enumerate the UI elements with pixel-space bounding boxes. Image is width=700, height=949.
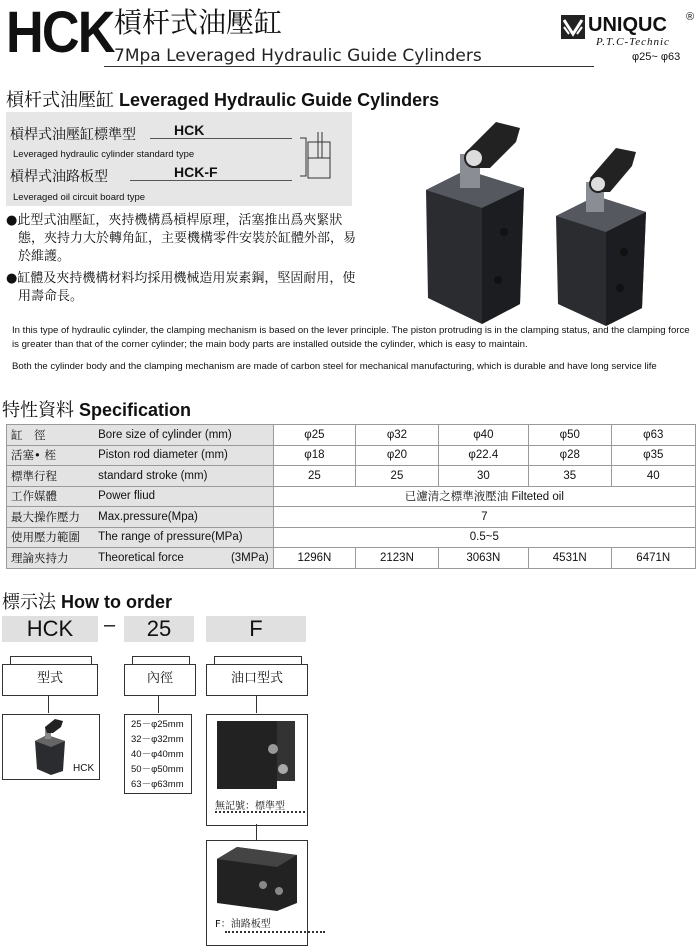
description-material: Both the cylinder body and the clamping mechanism are made of carbon steel for mechanical manufacturing, which is durable and have long service life bbox=[12, 361, 657, 372]
intro-heading-cn: 槓杆式油壓缸 bbox=[6, 90, 114, 111]
spec-cell: 3063N bbox=[438, 548, 528, 569]
standard-port-photo bbox=[213, 719, 301, 795]
connector-line bbox=[256, 824, 257, 840]
spec-cell: φ63 bbox=[611, 425, 696, 446]
spec-merged-cell: 已濾清之標準液壓油 Filteted oil bbox=[273, 486, 695, 507]
hck-product-icon bbox=[33, 719, 69, 775]
intro-heading-en: Leveraged Hydraulic Guide Cylinders bbox=[119, 90, 440, 110]
order-label-port: 油口型式 bbox=[206, 664, 308, 696]
spec-row-fluid bbox=[7, 486, 696, 507]
header-rule bbox=[104, 66, 594, 67]
order-code-model: HCK bbox=[2, 616, 98, 642]
type1-cn: 槓桿式油壓缸標準型 bbox=[10, 127, 136, 143]
order-code-port: F bbox=[206, 616, 306, 642]
spec-row-stroke bbox=[7, 466, 696, 487]
spec-label-en bbox=[94, 548, 273, 569]
brand-registered-mark: ® bbox=[686, 11, 695, 23]
type2-code: HCK-F bbox=[174, 164, 218, 180]
brand-subtitle: P.T.C-Technic bbox=[596, 36, 670, 48]
spec-label-cn: 缸 徑 bbox=[7, 425, 95, 446]
spec-cell: φ40 bbox=[438, 425, 528, 446]
spec-heading bbox=[2, 396, 191, 422]
hck-image-box bbox=[2, 714, 100, 780]
f-dotline bbox=[225, 931, 325, 933]
model-logo: HCK bbox=[6, 0, 114, 65]
spec-table bbox=[6, 424, 696, 569]
spec-label-cn: 理論夾持力 bbox=[7, 548, 95, 569]
spec-label-en: Piston rod diameter (mm) bbox=[94, 445, 273, 466]
bore-range: φ25~ φ63 bbox=[632, 51, 681, 63]
spec-row-force bbox=[7, 548, 696, 569]
spec-label-en-text: Theoretical force bbox=[98, 551, 184, 564]
spec-cell: 4531N bbox=[528, 548, 611, 569]
type2-underline bbox=[130, 180, 292, 181]
standard-dotline bbox=[215, 811, 305, 813]
intro-heading bbox=[6, 86, 439, 112]
connector-line bbox=[256, 695, 257, 713]
spec-cell: 1296N bbox=[273, 548, 356, 569]
hck-caption: HCK bbox=[73, 763, 95, 774]
connector-line bbox=[158, 695, 159, 713]
order-code-bore: 25 bbox=[124, 616, 194, 642]
order-label-bore: 內徑 bbox=[124, 664, 196, 696]
bore-option: 32－φ32mm bbox=[131, 734, 184, 745]
spec-label-en: Bore size of cylinder (mm) bbox=[94, 425, 273, 446]
type2-cn: 槓桿式油路板型 bbox=[10, 169, 108, 185]
spec-cell: φ28 bbox=[528, 445, 611, 466]
bullet-material: ●缸體及夾持機構材料均採用機械造用炭素鋼，堅固耐用，使用壽命長。 bbox=[6, 271, 356, 304]
spec-cell: 2123N bbox=[356, 548, 439, 569]
description-lever: In this type of hydraulic cylinder, the clamping mechanism is based on the lever principle. The piston protruding is in the clamping status, and the clamping force is greater than that of the corner cylinder; the main body parts are installed outside the cylinder, which is easy to maintain. bbox=[12, 325, 690, 350]
spec-heading-en: Specification bbox=[79, 400, 192, 420]
order-dash: – bbox=[104, 614, 116, 636]
spec-cell: φ22.4 bbox=[438, 445, 528, 466]
type1-code: HCK bbox=[174, 122, 205, 138]
spec-cell: 25 bbox=[356, 466, 439, 487]
type2-en: Leveraged oil circuit board type bbox=[13, 192, 146, 203]
order-label-model: 型式 bbox=[2, 664, 98, 696]
spec-label-cn: 使用壓力範圍 bbox=[7, 527, 95, 548]
spec-cell: 6471N bbox=[611, 548, 696, 569]
spec-row-bore bbox=[7, 425, 696, 446]
spec-merged-cell: 7 bbox=[273, 507, 695, 528]
bore-option: 25－φ25mm bbox=[131, 719, 184, 730]
spec-cell: 30 bbox=[438, 466, 528, 487]
spec-cell: 40 bbox=[611, 466, 696, 487]
page-title-cn: 槓杆式油壓缸 bbox=[114, 6, 283, 39]
spec-row-max-pressure bbox=[7, 507, 696, 528]
spec-cell: 35 bbox=[528, 466, 611, 487]
spec-cell: φ32 bbox=[356, 425, 439, 446]
hydraulic-symbol-icon bbox=[296, 128, 344, 186]
spec-cell: φ20 bbox=[356, 445, 439, 466]
spec-cell: φ25 bbox=[273, 425, 356, 446]
type1-underline bbox=[150, 138, 292, 139]
bore-option: 50－φ50mm bbox=[131, 764, 184, 775]
spec-label-cn: 最大操作壓力 bbox=[7, 507, 95, 528]
port-f-box bbox=[206, 840, 308, 946]
f-caption: F：油路板型 bbox=[215, 919, 271, 930]
spec-label-cn: 工作媒體 bbox=[7, 486, 95, 507]
brand-logo-icon bbox=[560, 14, 586, 40]
bullet-lever-principle: ●此型式油壓缸，夾持機構爲槓桿原理，活塞推出爲夾緊狀態，夾持力大於轉角缸，主要機構零件安裝於缸體外部，易於維護。 bbox=[6, 213, 357, 264]
spec-cell: φ50 bbox=[528, 425, 611, 446]
spec-row-rod bbox=[7, 445, 696, 466]
bore-list bbox=[124, 714, 192, 794]
bore-option: 63－φ63mm bbox=[131, 779, 184, 790]
spec-row-pressure-range bbox=[7, 527, 696, 548]
spec-label-en: standard stroke (mm) bbox=[94, 466, 273, 487]
f-port-photo bbox=[213, 845, 301, 911]
order-heading bbox=[2, 588, 172, 614]
spec-label-en: Power fliud bbox=[94, 486, 273, 507]
spec-label-cn: 標準行程 bbox=[7, 466, 95, 487]
order-heading-cn: 標示法 bbox=[2, 592, 56, 613]
spec-merged-cell: 0.5~5 bbox=[273, 527, 695, 548]
type1-en: Leveraged hydraulic cylinder standard type bbox=[13, 149, 195, 160]
feature-bullets bbox=[6, 212, 356, 310]
port-standard-box bbox=[206, 714, 308, 826]
spec-label-en: The range of pressure(MPa) bbox=[94, 527, 273, 548]
order-heading-en: How to order bbox=[61, 592, 173, 612]
spec-cell: φ18 bbox=[273, 445, 356, 466]
spec-label-en: Max.pressure(Mpa) bbox=[94, 507, 273, 528]
page-title-en: 7Mpa Leveraged Hydraulic Guide Cylinders bbox=[114, 46, 482, 66]
spec-heading-cn: 特性資料 bbox=[2, 400, 74, 421]
brand-name: UNIQUC bbox=[588, 14, 667, 36]
bore-option: 40－φ40mm bbox=[131, 749, 184, 760]
standard-caption: 無記號：標準型 bbox=[215, 801, 285, 812]
spec-cell: φ35 bbox=[611, 445, 696, 466]
spec-label-cn: 活塞• 桎 bbox=[7, 445, 95, 466]
spec-cell: 25 bbox=[273, 466, 356, 487]
product-photo bbox=[420, 112, 696, 326]
connector-line bbox=[48, 695, 49, 713]
spec-label-en-suffix: (3MPa) bbox=[230, 551, 269, 564]
